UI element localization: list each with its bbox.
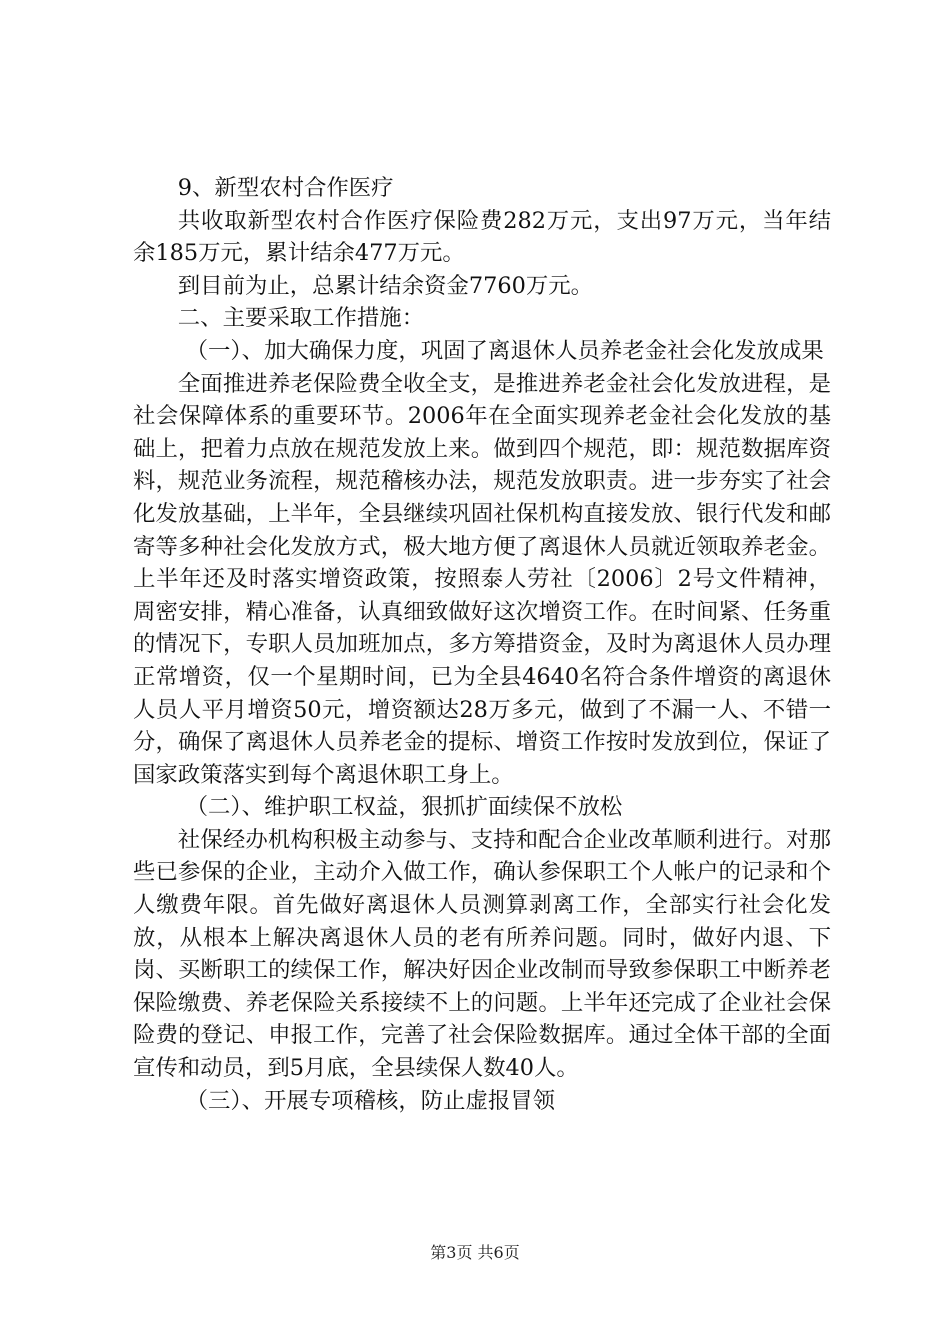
paragraph-measure-1-body: 全面推进养老保险费全收全支，是推进养老金社会化发放进程，是社会保障体系的重要环节。2006年在全面实现养老金社会化发放的基础上，把着力点放在规范发放上来。做到四个规范，即：规范数据库资料，规范业务流程，规范稽核办法，规范发放职责。进一步夯实了社会化发放基础，上半年，全县继续巩固社保机构直接发放、银行代发和邮寄等多种社会化发放方式，极大地方便了离退休人员就近领取养老金。上半年还及时落实增资政策，按照泰人劳社〔2006〕2号文件精神，周密安排，精心准备，认真细致做好这次增资工作。在时间紧、任务重的情况下，专职人员加班加点，多方筹措资金，及时为离退休人员办理正常增资，仅一个星期时间，已为全县4640名符合条件增资的离退休人员人平月增资50元，增资额达28万多元，做到了不漏一人、不错一分，确保了离退休人员养老金的提标、增资工作按时发放到位，保证了国家政策落实到每个离退休职工身上。 — [133, 370, 831, 788]
section-heading-rural-medical: 9、新型农村合作医疗 — [177, 175, 394, 201]
document-body — [133, 172, 831, 1117]
paragraph-rural-medical-figures: 共收取新型农村合作医疗保险费282万元，支出97万元，当年结余185万元，累计结余477万元。 — [133, 207, 831, 267]
page-footer: 第3页 共6页 — [430, 1243, 520, 1262]
paragraph-total-balance: 到目前为止，总累计结余资金7760万元。 — [177, 272, 594, 299]
subheading-measure-3: （三）、开展专项稽核，防止虚报冒领 — [185, 1087, 556, 1114]
subheading-measure-2: （二）、维护职工权益，狠抓扩面续保不放松 — [185, 794, 623, 821]
paragraph-measure-2-body: 社保经办机构积极主动参与、支持和配合企业改革顺利进行。对那些已参保的企业，主动介入做工作，确认参保职工个人帐户的记录和个人缴费年限。首先做好离退休人员测算剥离工作，全部实行社会化发放，从根本上解决离退休人员的老有所养问题。同时，做好内退、下岗、买断职工的续保工作，解决好因企业改制而导致参保职工中断养老保险缴费、养老保险关系接续不上的问题。上半年还完成了企业社会保险费的登记、申报工作，完善了社会保险数据库。通过全体干部的全面宣传和动员，到5月底，全县续保人数40人。 — [133, 826, 831, 1082]
section-heading-main-measures: 二、主要采取工作措施： — [177, 305, 425, 332]
subheading-measure-1: （一）、加大确保力度，巩固了离退休人员养老金社会化发放成果 — [185, 337, 824, 364]
